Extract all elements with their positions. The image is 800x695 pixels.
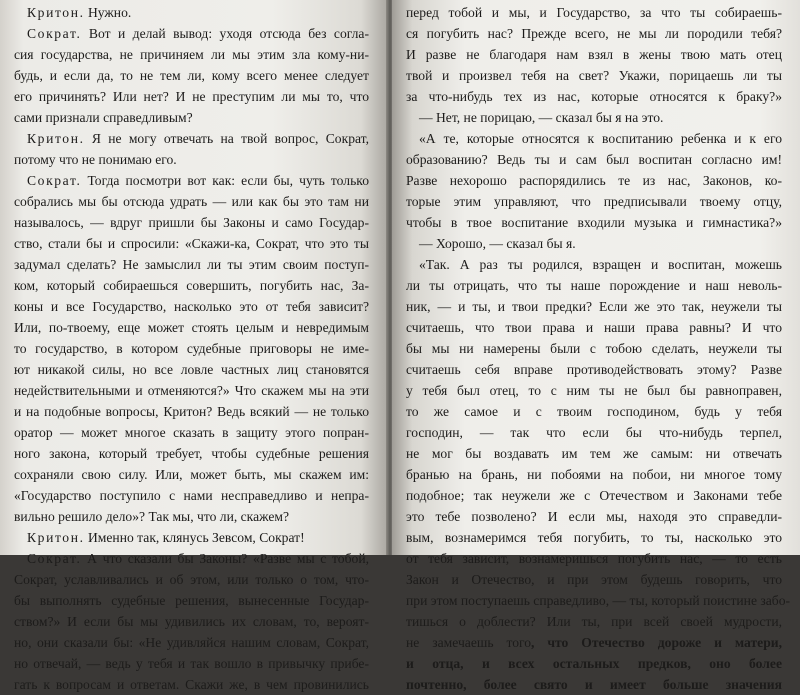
left-page-line: Сократ, уславливались и об этом, или только о том, что- [14,572,369,587]
left-page-line: бы выполнять судебные решения, вынесенные Государ- [14,593,369,608]
right-page-line: считаешь, что твои права и наши права равны? И что [406,320,782,335]
right-page-line: у тебя был отец, то с ним ты не был бы равноправен, [406,383,782,398]
left-page-line: задумал сделать? Не замыслил ли ты этим своим поступ- [14,257,369,272]
left-page-line: Критон. Я не могу отвечать на твой вопрос, Сократ, [27,131,369,146]
left-page-line: оратор — может многое сказать в защиту этого попран- [14,425,369,440]
left-page-line: Сократ. Тогда посмотри вот как: если бы, чуть только [27,173,369,188]
right-page-line: тишься о доблести? Или ты, при всей своей мудрости, [406,614,782,629]
left-page-line: Критон. Именно так, клянусь Зевсом, Сократ! [27,530,305,545]
right-page-line: от тебя зависит, вознамеришься погубить нас, — то есть [406,551,782,566]
right-page-line: И разве не благодаря нам взял в жены твою мать отец [406,47,782,62]
left-page-line: ством?» И если бы мы удивились их словам, то, вероят- [14,614,369,629]
left-page-line: ют никакой силы, но все ловле частных лиц становятся [14,362,369,377]
left-page-line: гать к вопросам и ответам. Скажи же, в чем провинились [14,677,369,692]
left-page-line: Сократ. Вот и делай вывод: уходя отсюда без согла- [27,26,369,41]
right-page [392,0,800,692]
left-page-line: его причинять? Или нет? И не преступим ли мы то, что [14,89,369,104]
right-page-line: — Хорошо, — сказал бы я. [419,236,576,251]
right-page-line: торые этим управляют, что предписывали твоему отцу, [406,194,782,209]
left-page-line: ком, который собираешься совершить, погубить нас, За- [14,278,369,293]
right-page-text [406,2,791,695]
left-page-line: ного закона, который требует, чтобы судебные решения [14,446,369,461]
right-page-line: чтобы в твое воспитание входили музыка и гимнастика?» [406,215,782,230]
left-page-line: недействительными и отменяются?» Что скажем мы на эти [14,383,369,398]
right-page-line: ли ты отрицать, что ты наше порождение и наш неволь- [406,278,782,293]
left-page-line: то государство, в котором судебные приговоры не име- [14,341,369,356]
right-page-line: — Нет, не порицаю, — сказал бы я на это. [419,110,664,125]
left-page-line: но отвечай, — ведь у тебя и так вошло в привычку прибе- [14,656,369,671]
left-page-line: собрались мы бы отсюда удрать — или как бы это там ни [14,194,369,209]
left-page-line: ство, стали бы и спросили: «Скажи-ка, Сократ, что это ты [14,236,369,251]
left-page-line: Сократ. А что сказали бы Законы? «Разве мы с тобой, [27,551,369,566]
right-page-line: ся погубить нас? Прежде всего, не мы ли породили тебя? [406,26,782,41]
left-page-line: и на подобные вопросы, Критон? Ведь всякий — не только [14,404,369,419]
right-page-line: при этом поступаешь справедливо, — ты, который поистине забо- [406,593,791,608]
left-page-line: но, они сказали бы: «Не удивляйся нашим словам, Сократ, [14,635,369,650]
right-page-line: ник, — и ты, и твои предки? Если же это так, неужели ты [406,299,782,314]
right-page-line: образованию? Ведь ты и сам был воспитан согласно им! [406,152,782,167]
left-page [0,0,388,692]
right-page-line: господин, — так что если бы что-нибудь терпел, [406,425,782,440]
left-page-line: будь, и если да, то не тем ли, кому всего менее следует [14,68,369,83]
left-page-line: называлось, — вдруг пришли бы Законы и само Государ- [14,215,369,230]
right-page-line: перед тобой и мы, и Государство, за что ты собираешь- [406,5,782,20]
left-page-line: коны и все Государство, насколько это от тебя зависит? [14,299,369,314]
right-page-line: и отца, и всех остальных предков, оно более [406,656,782,671]
right-page-line: «А те, которые относятся к воспитанию ребенка и к его [419,131,782,146]
right-page-line: это тебе позволено? И если мы, находя это справедли- [406,509,782,524]
right-page-line: почтенно, более свято и имеет больше значения [406,677,782,692]
left-page-line: сами признали справедливым? [14,110,193,125]
left-page-line: «Государство поступило с нами несправедливо и непра- [14,488,369,503]
right-page-line: то же самое и с твоим господином, будь у тебя [406,404,782,419]
right-page-line: бы мы ни намерены были с тобою сделать, неужели ты [406,341,782,356]
left-page-line: Критон. Нужно. [27,5,132,20]
right-page-line: вым, вознамеримся тебя погубить, то ты, насколько это [406,530,782,545]
right-page-line: твой и произвел тебя на свет? Укажи, порицаешь ли ты [406,68,782,83]
right-page-line: не мог бы воздавать им тем же самым: ни отвечать [406,446,782,461]
left-page-line: вильно решило дело»? Так мы, что ли, скажем? [14,509,289,524]
right-page-line: не замечаешь того, что Отечество дороже и матери, [406,635,782,650]
left-page-line: сия государства, не причиняем ли мы этим зла кому-ни- [14,47,369,62]
left-page-line: потому что не понимаю его. [14,152,177,167]
left-page-line: сохраняли свою силу. Или, может быть, мы скажем им: [14,467,369,482]
right-page-line: бранью на брань, ни побоями на побои, ни многое тому [406,467,782,482]
left-page-line: Или, по-твоему, еще может стоять целым и невредимым [14,320,369,335]
left-page-text [14,2,369,695]
right-page-line: «Так. А раз ты родился, взращен и воспитан, можешь [419,257,782,272]
right-page-line: за что-нибудь тех из нас, которые относятся к браку?» [406,89,782,104]
right-page-line: считаешь себя вправе противодействовать этому? Разве [406,362,782,377]
right-page-line: подобное; так неужели же с Отечеством и Законами тебе [406,488,782,503]
right-page-line: Закон и Отечество, и при этом будешь говорить, что [406,572,782,587]
right-page-line: Разве нехорошо распорядились те из нас, Законов, ко- [406,173,782,188]
